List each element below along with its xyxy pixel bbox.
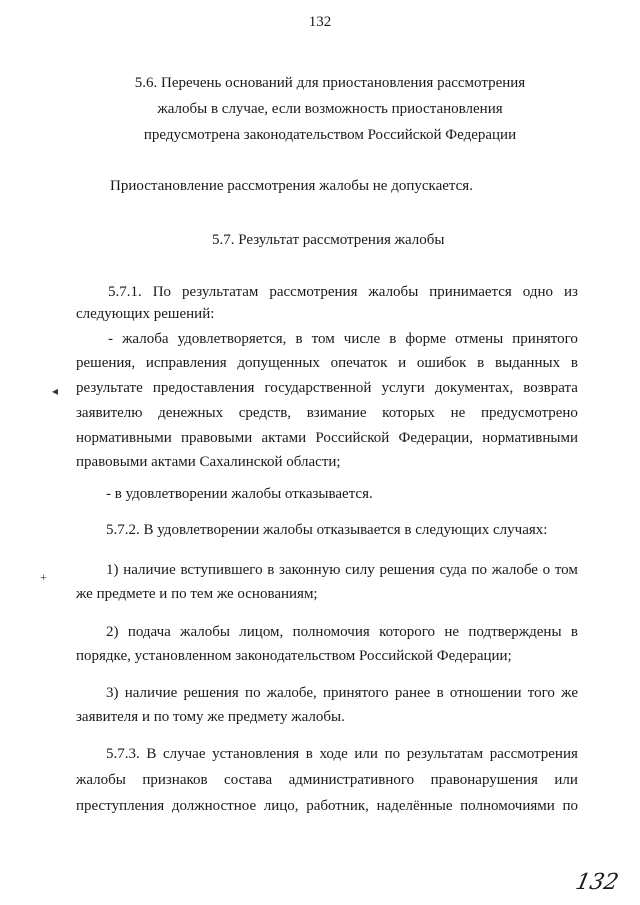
word: лицом, bbox=[239, 624, 284, 640]
word: допущенных bbox=[237, 355, 320, 371]
body-line bbox=[76, 796, 578, 816]
body-line bbox=[106, 560, 578, 580]
word: признаков bbox=[142, 772, 208, 788]
word: наличие bbox=[124, 685, 178, 701]
word: не bbox=[444, 624, 460, 640]
word: полномочия bbox=[292, 624, 370, 640]
word: удовлетворяется, bbox=[177, 331, 287, 347]
word: решения bbox=[183, 685, 239, 701]
word: суда bbox=[439, 562, 467, 578]
word: в bbox=[570, 355, 578, 371]
word: административного bbox=[288, 772, 415, 788]
body-line: же предмете и по тем же основаниям; bbox=[76, 586, 318, 602]
word: нормативными bbox=[482, 430, 578, 446]
word: Российской bbox=[315, 430, 390, 446]
word: В bbox=[146, 746, 157, 762]
word: полномочиями bbox=[460, 798, 555, 814]
word: предусмотрено bbox=[480, 405, 578, 421]
body-line: порядке, установленном законодательством Российской Федерации; bbox=[76, 648, 512, 664]
body-line: 5.7.2. В удовлетворении жалобы отказывается в следующих случаях: bbox=[106, 522, 548, 538]
word: ходе bbox=[319, 746, 348, 762]
body-line: - в удовлетворении жалобы отказывается. bbox=[106, 486, 373, 502]
word: по bbox=[471, 562, 488, 578]
word: ранее bbox=[394, 685, 431, 701]
word: числе bbox=[343, 331, 381, 347]
word: случае bbox=[162, 746, 206, 762]
section-5-6-title bbox=[60, 70, 600, 148]
word: правонарушения bbox=[430, 772, 538, 788]
scan-mark: + bbox=[40, 570, 47, 584]
word: средств, bbox=[238, 405, 292, 421]
word: Федерации, bbox=[398, 430, 474, 446]
word: государственной bbox=[264, 380, 372, 396]
word: жалобы bbox=[76, 772, 126, 788]
body-line bbox=[76, 403, 578, 423]
word: должностное bbox=[171, 798, 257, 814]
word: выданных bbox=[494, 355, 561, 371]
word: возврата bbox=[523, 380, 578, 396]
body-line bbox=[106, 683, 578, 703]
word: установления bbox=[212, 746, 300, 762]
word: подача bbox=[127, 624, 171, 640]
word: в bbox=[436, 685, 444, 701]
word: предоставления bbox=[152, 380, 255, 396]
section-5-6-title-line: предусмотрена законодательством Российской Федерации bbox=[143, 127, 517, 143]
word: законную bbox=[279, 562, 341, 578]
word: правовыми bbox=[180, 430, 253, 446]
word: опечаток bbox=[330, 355, 388, 371]
body-line: заявителя и по тому же предмету жалобы. bbox=[76, 709, 345, 725]
page-number: 132 bbox=[308, 14, 332, 30]
body-line: правовыми актами Сахалинской области; bbox=[76, 454, 341, 470]
word: услуги bbox=[381, 380, 425, 396]
section-5-7-title: 5.7. Результат рассмотрения жалобы bbox=[212, 232, 445, 248]
body-line bbox=[108, 329, 578, 349]
word: нормативными bbox=[76, 430, 172, 446]
word: в bbox=[477, 355, 485, 371]
word: решения, bbox=[76, 355, 136, 371]
word: форме bbox=[405, 331, 447, 347]
body-line bbox=[76, 353, 578, 373]
word: лицо, bbox=[263, 798, 299, 814]
word: или bbox=[554, 772, 578, 788]
word: 1) bbox=[106, 562, 119, 578]
word: результате bbox=[76, 380, 143, 396]
word: том bbox=[311, 331, 335, 347]
section-5-6-text: Приостановление рассмотрения жалобы не допускается. bbox=[110, 178, 473, 194]
body-line bbox=[76, 770, 578, 790]
word: и bbox=[398, 355, 407, 371]
word: в bbox=[295, 331, 303, 347]
word: состава bbox=[224, 772, 273, 788]
word: преступления bbox=[76, 798, 165, 814]
word: по bbox=[245, 685, 261, 701]
word: в bbox=[389, 331, 397, 347]
body-line: следующих решений: bbox=[76, 306, 215, 322]
word: работник, bbox=[306, 798, 369, 814]
word: одно bbox=[522, 284, 554, 300]
word: результатам bbox=[181, 284, 259, 300]
word: из bbox=[563, 284, 578, 300]
body-line bbox=[106, 744, 578, 764]
word: 5.7.3. bbox=[106, 746, 140, 762]
word: наделённые bbox=[376, 798, 453, 814]
word: по bbox=[384, 746, 401, 762]
word: о bbox=[542, 562, 551, 578]
word: принимается bbox=[429, 284, 512, 300]
word: денежных bbox=[158, 405, 224, 421]
word: наличие bbox=[123, 562, 176, 578]
word: или bbox=[354, 746, 378, 762]
word: которого bbox=[379, 624, 436, 640]
scan-mark: ◂ bbox=[52, 384, 59, 398]
body-line bbox=[108, 282, 578, 302]
word: жалобе bbox=[491, 562, 538, 578]
word: того bbox=[527, 685, 555, 701]
section-5-6-title-line: 5.6. Перечень оснований для приостановления рассмотрения bbox=[134, 75, 526, 91]
word: жалобе, bbox=[266, 685, 317, 701]
word: ошибок bbox=[416, 355, 467, 371]
word: актами bbox=[261, 430, 307, 446]
body-line bbox=[106, 622, 578, 642]
word: По bbox=[152, 284, 172, 300]
section-5-6-title-line: жалобы в случае, если возможность приостановления bbox=[157, 101, 503, 117]
word: решения bbox=[379, 562, 435, 578]
handwritten-page-number: 132 bbox=[573, 870, 621, 895]
word: рассмотрения bbox=[269, 284, 358, 300]
word: заявителю bbox=[76, 405, 143, 421]
word: жалобы bbox=[368, 284, 419, 300]
word: документах, bbox=[434, 380, 514, 396]
word: 2) bbox=[106, 624, 119, 640]
word: принятого bbox=[512, 331, 578, 347]
word: вступившего bbox=[180, 562, 263, 578]
word: жалобы bbox=[180, 624, 230, 640]
word: по bbox=[562, 798, 578, 814]
word: исправления bbox=[145, 355, 227, 371]
word: том bbox=[554, 562, 578, 578]
word: 3) bbox=[106, 685, 119, 701]
word: отмены bbox=[455, 331, 504, 347]
word: взимание bbox=[306, 405, 367, 421]
word: в bbox=[267, 562, 275, 578]
word: жалоба bbox=[122, 331, 169, 347]
word: в bbox=[570, 624, 578, 640]
word: отношении bbox=[449, 685, 522, 701]
word: результатам bbox=[406, 746, 484, 762]
body-line bbox=[76, 428, 578, 448]
word: рассмотрения bbox=[489, 746, 578, 762]
word: подтверждены bbox=[468, 624, 562, 640]
word: - bbox=[108, 331, 113, 347]
body-line bbox=[76, 378, 578, 398]
word: принятого bbox=[323, 685, 389, 701]
word: в bbox=[305, 746, 313, 762]
word: же bbox=[561, 685, 578, 701]
word: силу bbox=[345, 562, 375, 578]
word: не bbox=[450, 405, 466, 421]
word: которых bbox=[382, 405, 435, 421]
word: 5.7.1. bbox=[108, 284, 142, 300]
